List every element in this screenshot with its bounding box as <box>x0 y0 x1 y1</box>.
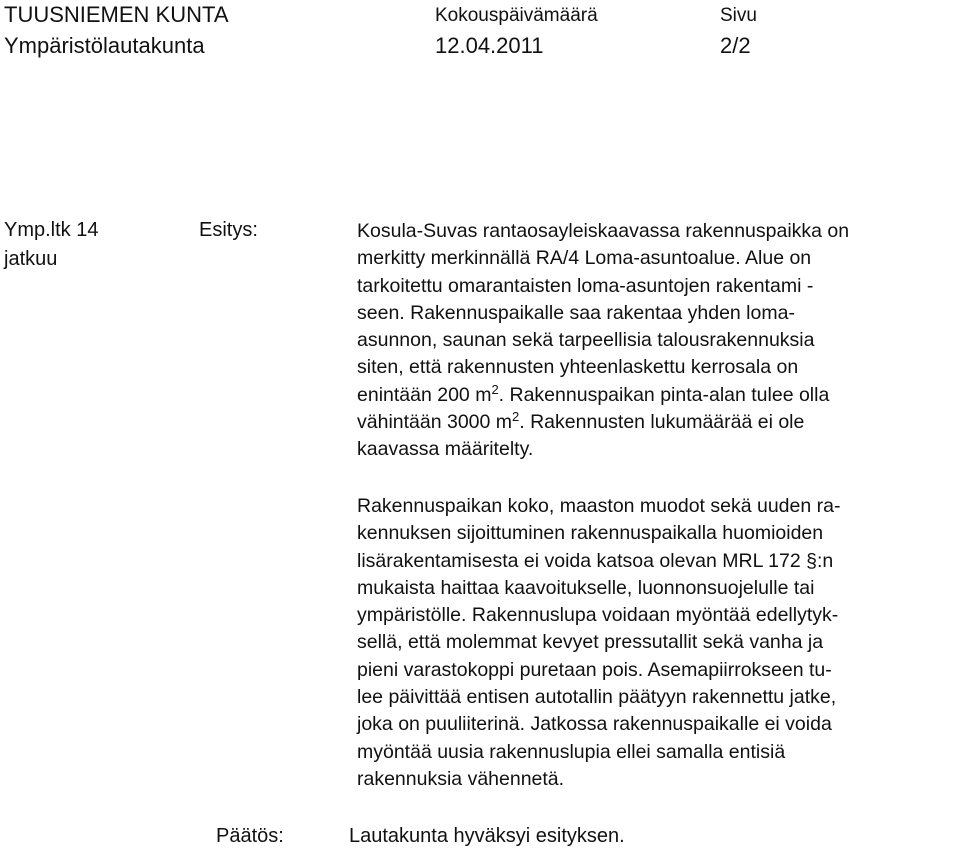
paragraph-line: mukaista haittaa kaavoitukselle, luonnonsuojelulle tai <box>357 576 815 599</box>
paragraph-line: rakennuksia vähennetä. <box>357 767 565 790</box>
paragraph-line: merkitty merkinnällä RA/4 Loma-asuntoalue. Alue on <box>357 247 812 270</box>
proposal-label: Esitys: <box>199 219 258 241</box>
paragraph-line <box>357 409 849 436</box>
paragraph-line: asunnon, saunan sekä tarpeellisia talousrakennuksia <box>357 329 815 352</box>
paragraph-line: lee päivittää entisen autotallin päätyyn rakennettu jatke, <box>357 686 837 709</box>
page-label: Sivu <box>720 5 757 26</box>
paragraph-line: siten, että rakennusten yhteenlaskettu kerrosala on <box>357 356 799 379</box>
proposal-paragraph-2 <box>357 493 840 793</box>
paragraph-line: ympäristölle. Rakennuslupa voidaan myöntää edellytyk- <box>357 604 839 627</box>
proposal-paragraph-1 <box>357 218 849 464</box>
meeting-date-label: Kokouspäivämäärä <box>435 5 598 26</box>
section-code: Ymp.ltk 14 <box>4 219 99 241</box>
paragraph-line <box>357 382 849 409</box>
text-segment: . Rakennusten lukumäärää ei ole <box>519 411 805 434</box>
paragraph-line: sellä, että molemmat kevyet pressutallit sekä vanha ja <box>357 631 824 654</box>
superscript: 2 <box>491 381 499 397</box>
paragraph-line: seen. Rakennuspaikalle saa rakentaa yhden loma- <box>357 301 795 324</box>
meeting-date: 12.04.2011 <box>435 33 544 58</box>
paragraph-line: kaavassa määritelty. <box>357 438 534 461</box>
section-continued: jatkuu <box>4 248 58 270</box>
paragraph-line: tarkoitettu omarantaisten loma-asuntojen rakentami - <box>357 274 814 297</box>
board-name: Ympäristölautakunta <box>4 33 205 58</box>
page-number: 2/2 <box>720 33 751 58</box>
paragraph-line: myöntää uusia rakennuslupia ellei samalla entisiä <box>357 740 786 763</box>
text-segment: enintään 200 m <box>357 383 492 406</box>
paragraph-line: Rakennuspaikan koko, maaston muodot sekä uuden ra- <box>357 495 841 517</box>
paragraph-line: kennuksen sijoittuminen rakennuspaikalla huomioiden <box>357 522 824 545</box>
text-segment: . Rakennuspaikan pinta-alan tulee olla <box>498 383 830 406</box>
superscript: 2 <box>512 409 520 425</box>
decision-text: Lautakunta hyväksyi esityksen. <box>349 825 625 847</box>
organization-name: TUUSNIEMEN KUNTA <box>4 2 229 27</box>
paragraph-line: joka on puuliiterinä. Jatkossa rakennuspaikalle ei voida <box>357 713 832 736</box>
paragraph-line: lisärakentamisesta ei voida katsoa olevan MRL 172 §:n <box>357 549 834 572</box>
paragraph-line: Kosula-Suvas rantaosayleiskaavassa rakennuspaikka on <box>357 220 850 242</box>
paragraph-line: pieni varastokoppi puretaan pois. Asemapiirrokseen tu- <box>357 658 832 681</box>
decision-label: Päätös: <box>216 825 284 847</box>
text-segment: vähintään 3000 m <box>357 411 513 434</box>
